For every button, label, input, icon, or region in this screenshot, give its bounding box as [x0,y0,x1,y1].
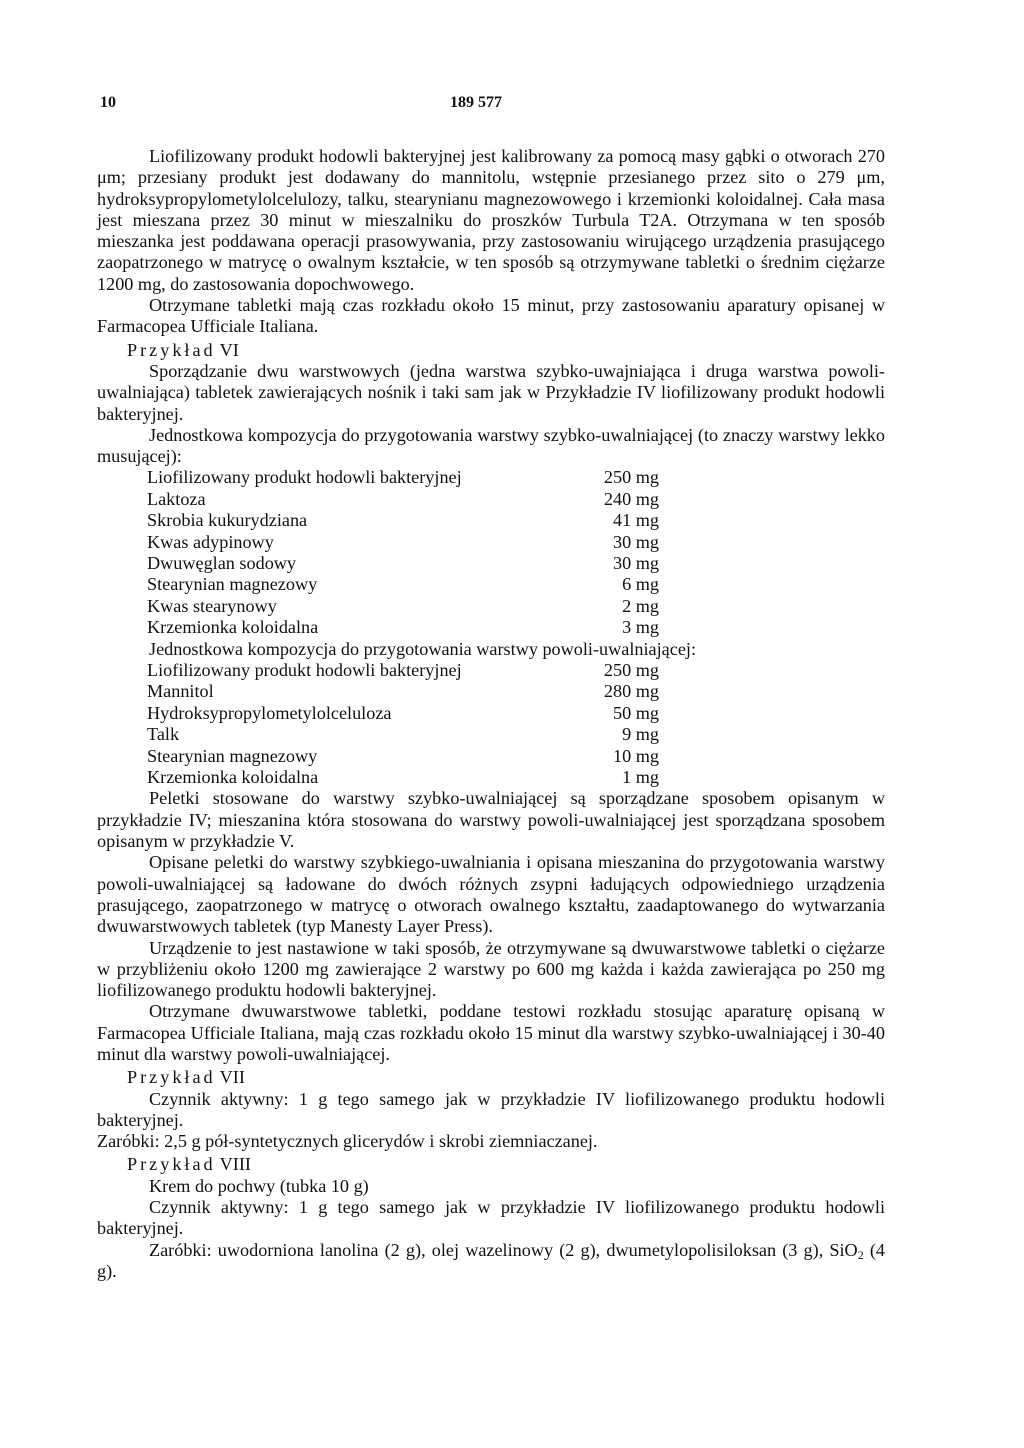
composition-row [147,510,659,531]
composition-row [147,746,659,767]
paragraph: Otrzymane dwuwarstwowe tabletki, poddane testowi rozkładu stosując aparaturę opisaną w Farmacopea Ufficiale Italiana, mają czas rozkładu około 15 minut dla warstwy szybko-uwalniającej i 30-40 minut dla warstwy powoli-uwalniającej. [97,1001,885,1064]
composition-row [147,724,659,745]
composition-row [147,532,659,553]
composition-row [147,553,659,574]
paragraph: Liofilizowany produkt hodowli bakteryjnej jest kalibrowany za pomocą masy gąbki o otworach 270 μm; przesiany produkt jest dodawany do mannitolu, wstępnie przesianego przez sito o 279 μm, hydroksypropylometylolcelulozy, talku, stearynianu magnezowowego i krzemionki koloidalnej. Cała masa jest mieszana przez 30 minut w mieszalniku do proszków Turbula T2A. Otrzymana w ten sposób mieszanka jest poddawana operacji prasowywania, przy zastosowaniu wirującego urządzenia prasującego zaopatrzonego w matrycę o owalnym kształcie, w ten sposób są otrzymywane tabletki o średnim ciężarze 1200 mg, do zastosowania dopochwowego. [97,146,885,294]
formula-subscript: 2 [857,1247,864,1262]
ingredient-name: Hydroksypropylometylolceluloza [147,702,392,723]
ingredient-name: Stearynian magnezowy [147,574,318,595]
example-heading [127,1067,885,1088]
ingredient-quantity: 250 mg [603,467,659,488]
example-heading [127,340,885,361]
ingredient-name: Dwuwęglan sodowy [147,553,297,574]
ingredient-name: Kwas stearynowy [147,595,277,616]
ingredient-quantity: 240 mg [603,488,659,509]
paragraph: Jednostkowa kompozycja do przygotowania warstwy szybko-uwalniającej (to znaczy warstwy lekko musującej): [97,424,885,467]
composition-row [147,660,659,681]
ingredient-quantity: 1 mg [622,767,659,788]
ingredient-quantity: 9 mg [622,724,659,745]
paragraph: Krem do pochwy (tubka 10 g) [149,1175,369,1196]
paragraph [97,1240,885,1283]
example-heading-label: Przykład [127,1154,216,1175]
document-number: 189 577 [450,94,502,111]
example-heading-number: VI [219,339,239,360]
composition-row [147,681,659,702]
ingredient-quantity: 2 mg [622,595,659,616]
composition-row [147,617,659,638]
formula-text: Zaróbki: uwodorniona lanolina (2 g), olej wazelinowy (2 g), dwumetylopolisiloksan (3 g), SiO [149,1239,858,1260]
page-number: 10 [100,94,116,111]
ingredient-name: Kwas adypinowy [147,531,274,552]
paragraph: Opisane peletki do warstwy szybkiego-uwalniania i opisana mieszanina do przygotowania warstwy powoli-uwalniającej są ładowane do dwóch różnych zsypni ładujących odpowiedniego urządzenia prasującego, zaopatrzonego w matrycę o otworach owalnego kształtu, zaadaptowanego do wytwarzania dwuwarstwowych tabletek (typ Manesty Layer Press). [97,852,885,937]
composition-row [147,703,659,724]
paragraph: Jednostkowa kompozycja do przygotowania warstwy powoli-uwalniającej: [149,638,696,659]
document-page [97,88,886,1281]
composition-row [147,767,659,788]
composition-row [147,489,659,510]
ingredient-name: Krzemionka koloidalna [147,767,319,788]
ingredient-name: Stearynian magnezowy [147,745,318,766]
example-heading-number: VIII [219,1154,251,1175]
example-heading-number: VII [219,1067,245,1088]
composition-row [147,467,659,488]
example-heading [127,1154,885,1175]
ingredient-quantity: 3 mg [622,617,659,638]
page-header [97,88,885,118]
ingredient-name: Mannitol [147,681,214,702]
ingredient-quantity: 6 mg [622,574,659,595]
composition-row [147,596,659,617]
ingredient-quantity: 280 mg [603,681,659,702]
ingredient-quantity: 250 mg [603,660,659,680]
ingredient-name: Liofilizowany produkt hodowli bakteryjnej [147,660,462,680]
ingredient-name: Talk [147,724,180,745]
example-heading-label: Przykład [127,1067,216,1088]
slow-layer-composition-table [147,660,659,788]
ingredient-quantity: 30 mg [613,553,659,574]
example-heading-label: Przykład [127,339,216,360]
paragraph: Otrzymane tabletki mają czas rozkładu około 15 minut, przy zastosowaniu aparatury opisanej w Farmacopea Ufficiale Italiana. [97,295,885,337]
paragraph: Sporządzanie dwu warstwowych (jedna warstwa szybko-uwajniająca i druga warstwa powoli-uwalniająca) tabletek zawierających nośnik i taki sam jak w Przykładzie IV liofilizowany produkt hodowli bakteryjnej. [97,360,885,424]
paragraph: Zaróbki: 2,5 g pół-syntetycznych glicerydów i skrobi ziemniaczanej. [97,1131,598,1152]
ingredient-quantity: 10 mg [613,745,659,766]
composition-row [147,574,659,595]
paragraph: Peletki stosowane do warstwy szybko-uwalniającej są sporządzane sposobem opisanym w przykładzie IV; mieszanina która stosowana do warstwy powoli-uwalniającej jest sporządzana sposobem opisanym w przykładzie V. [97,788,885,852]
ingredient-name: Krzemionka koloidalna [147,617,319,638]
ingredient-quantity: 30 mg [613,531,659,552]
ingredient-quantity: 41 mg [613,510,659,531]
document-body [97,146,885,1282]
ingredient-quantity: 50 mg [613,702,659,723]
formula-text-end: (4 g). [97,1239,886,1281]
ingredient-name: Skrobia kukurydziana [147,510,308,531]
ingredient-name: Liofilizowany produkt hodowli bakteryjnej [147,467,462,488]
paragraph: Urządzenie to jest nastawione w taki sposób, że otrzymywane są dwuwarstwowe tabletki o ciężarze w przybliżeniu około 1200 mg zawierające 2 warstwy po 600 mg każda i każda zawierająca po 250 mg liofilizowanego produktu hodowli bakteryjnej. [97,937,885,1001]
paragraph: Czynnik aktywny: 1 g tego samego jak w przykładzie IV liofilizowanego produktu hodowli bakteryjnej. [97,1088,885,1130]
paragraph: Czynnik aktywny: 1 g tego samego jak w przykładzie IV liofilizowanego produktu hodowli bakteryjnej. [97,1197,885,1239]
ingredient-name: Laktoza [147,488,206,509]
fast-layer-composition-table [147,467,659,638]
